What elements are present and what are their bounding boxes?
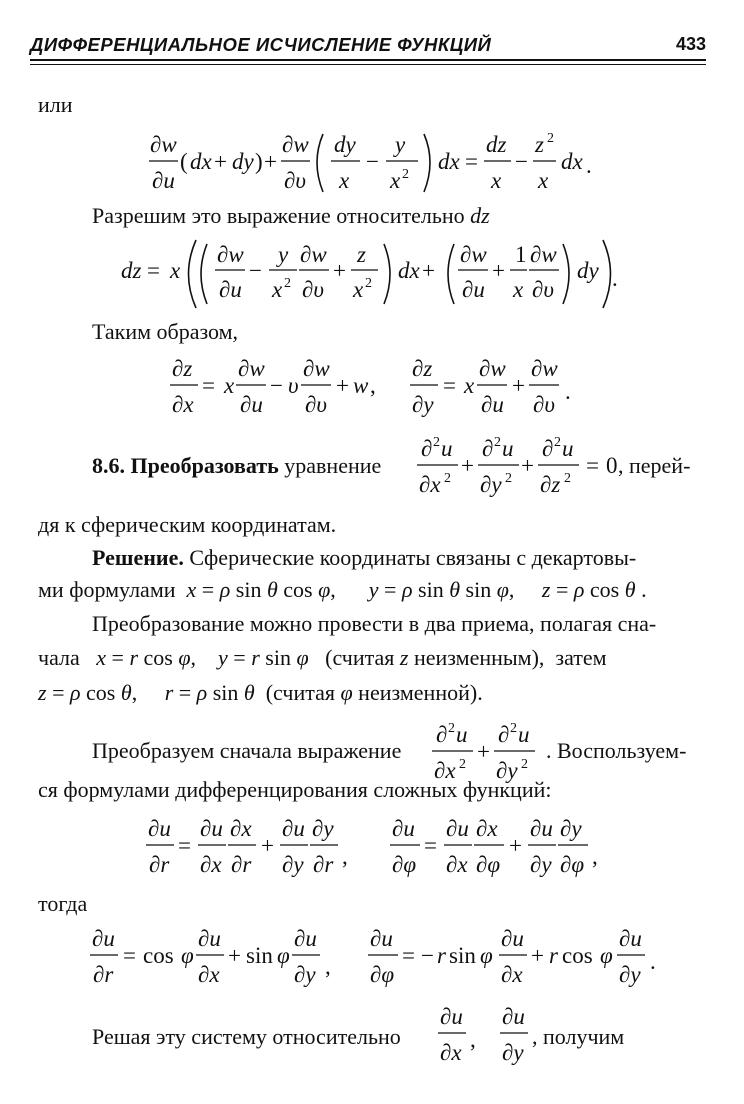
svg-text:x: x <box>339 168 350 193</box>
svg-text:+: + <box>461 453 474 478</box>
svg-text:∂y: ∂y <box>560 816 582 841</box>
svg-text:∂x: ∂x <box>198 962 220 987</box>
svg-text:∂w: ∂w <box>217 242 244 267</box>
svg-text:dz: dz <box>121 258 142 283</box>
svg-text:u: u <box>502 436 514 461</box>
svg-text:+: + <box>531 943 544 968</box>
solution-line1 <box>92 545 636 571</box>
solution-label: Решение. <box>92 545 184 570</box>
svg-text:φ: φ <box>277 943 290 968</box>
svg-text:∂y: ∂y <box>412 392 434 417</box>
equation-final-fractions <box>0 1000 744 1072</box>
svg-text:2: 2 <box>564 471 571 486</box>
svg-text:+: + <box>214 149 227 174</box>
svg-text:∂z: ∂z <box>412 356 433 381</box>
problem-verb: Преобразовать <box>130 453 279 478</box>
svg-text:∂u: ∂u <box>198 926 221 951</box>
svg-text:2: 2 <box>521 757 528 772</box>
page-number: 433 <box>675 34 706 54</box>
svg-text:∂u: ∂u <box>502 1004 525 1029</box>
formula-z-rho: z = ρ cos θ, r = ρ sin θ <box>38 680 255 705</box>
svg-text:=: = <box>178 833 191 858</box>
svg-text:=: = <box>443 373 456 398</box>
svg-text:∂x: ∂x <box>501 962 523 987</box>
svg-text:+: + <box>333 258 346 283</box>
use-line2: ся формулами дифференцирования сложных функций: <box>38 777 552 802</box>
svg-text:2: 2 <box>494 435 501 450</box>
svg-text:x: x <box>491 168 502 193</box>
cala-word: чала <box>38 645 80 670</box>
formula-y: y = ρ sin θ sin φ, <box>368 577 515 602</box>
resolve-text: Разрешим это выражение относительно <box>92 203 465 228</box>
svg-text:∂w: ∂w <box>303 356 330 381</box>
transform-line3 <box>38 680 483 706</box>
problem-text: уравнение <box>284 453 382 478</box>
solving-text: Решая эту систему относительно <box>92 1024 401 1049</box>
problem-tail: , перей- <box>618 453 691 478</box>
formula-z: z = ρ cos θ . <box>541 577 647 602</box>
svg-text:,: , <box>470 1027 476 1052</box>
svg-text:∂u: ∂u <box>501 926 524 951</box>
resolve-variable: dz <box>470 203 490 228</box>
svg-text:,: , <box>592 844 598 869</box>
svg-text:sin: sin <box>449 943 476 968</box>
svg-text:2: 2 <box>459 757 466 772</box>
then-text: тогда <box>38 891 88 916</box>
header-rule-thin <box>30 64 706 65</box>
formulas-prefix: ми формулами <box>38 577 176 602</box>
svg-text:2: 2 <box>510 721 517 736</box>
svg-text:∂: ∂ <box>436 722 448 747</box>
svg-text:∂u: ∂u <box>619 926 642 951</box>
svg-text:u: u <box>441 436 453 461</box>
svg-text:=: = <box>586 453 599 478</box>
unchanged-word: неизменным), <box>413 645 545 670</box>
svg-text:u: u <box>456 722 468 747</box>
svg-text:−: − <box>249 258 262 283</box>
svg-text:∂x: ∂x <box>172 392 194 417</box>
svg-text:−: − <box>421 943 434 968</box>
thus-text: Таким образом, <box>92 319 239 344</box>
svg-text:∂: ∂ <box>421 436 433 461</box>
svg-text:∂w: ∂w <box>530 242 557 267</box>
svg-text:∂y: ∂y <box>530 852 552 877</box>
svg-text:∂u: ∂u <box>148 816 171 841</box>
svg-text:∂z: ∂z <box>540 472 561 497</box>
svg-text:=: = <box>147 258 160 283</box>
svg-text:+: + <box>264 149 277 174</box>
svg-text:,: , <box>370 373 376 398</box>
svg-text:(: ( <box>180 149 188 174</box>
svg-text:2: 2 <box>554 435 561 450</box>
svg-text:x: x <box>224 373 235 398</box>
svg-text:2: 2 <box>365 276 372 291</box>
svg-text:dy: dy <box>232 149 254 174</box>
svg-text:x: x <box>513 277 524 302</box>
svg-text:+: + <box>512 373 525 398</box>
solution-line2 <box>38 577 647 603</box>
svg-text:∂u: ∂u <box>294 926 317 951</box>
svg-text:υ: υ <box>288 373 299 398</box>
svg-text:∂x: ∂x <box>446 852 468 877</box>
problem-number: 8.6. <box>92 453 125 478</box>
svg-text:+: + <box>422 258 435 283</box>
svg-text:x: x <box>170 258 181 283</box>
svg-text:∂y: ∂y <box>496 758 518 783</box>
svg-text:∂u: ∂u <box>240 392 263 417</box>
transform-line1: Преобразование можно провести в два приема, полагая сна- <box>92 611 657 636</box>
svg-text:2: 2 <box>284 276 291 291</box>
svg-text:φ: φ <box>600 943 613 968</box>
svg-text:∂y: ∂y <box>619 962 641 987</box>
svg-text:∂υ: ∂υ <box>533 392 555 417</box>
svg-text:−: − <box>366 149 379 174</box>
svg-text:x: x <box>464 373 475 398</box>
svg-text:∂u: ∂u <box>92 926 115 951</box>
svg-text:.: . <box>612 266 618 291</box>
svg-text:u: u <box>518 722 530 747</box>
svg-text:2: 2 <box>547 131 554 146</box>
svg-text:2: 2 <box>448 721 455 736</box>
svg-text:+: + <box>521 453 534 478</box>
svg-text:cos: cos <box>143 943 174 968</box>
equation-partials <box>0 352 744 424</box>
svg-text:dx: dx <box>190 149 212 174</box>
svg-text:−: − <box>270 373 283 398</box>
svg-text:∂w: ∂w <box>531 356 558 381</box>
svg-text:∂u: ∂u <box>152 168 175 193</box>
svg-text:x: x <box>538 168 549 193</box>
svg-text:φ: φ <box>480 943 493 968</box>
svg-text:=: = <box>402 943 415 968</box>
equation-dz <box>0 236 744 312</box>
svg-text:u: u <box>562 436 574 461</box>
svg-text:dx: dx <box>398 258 420 283</box>
svg-text:∂x: ∂x <box>230 816 252 841</box>
svg-text:∂υ: ∂υ <box>302 277 324 302</box>
problem-line2: дя к сферическим координатам. <box>38 512 337 537</box>
word-ili: или <box>38 92 73 117</box>
solution-text: Сферические координаты связаны с декартовы- <box>189 545 637 570</box>
svg-text:2: 2 <box>444 471 451 486</box>
resolve-sentence <box>92 203 490 229</box>
svg-text:.: . <box>650 949 656 974</box>
svg-text:cos: cos <box>562 943 593 968</box>
svg-text:∂y: ∂y <box>502 1040 524 1065</box>
considering-z: (считая <box>325 645 395 670</box>
svg-text:): ) <box>255 149 263 174</box>
chapter-title: ДИФФЕРЕНЦИАЛЬНОЕ ИСЧИСЛЕНИЕ ФУНКЦИЙ <box>30 34 492 55</box>
svg-text:.: . <box>586 153 592 178</box>
svg-text:∂υ: ∂υ <box>284 168 306 193</box>
svg-text:x: x <box>272 277 283 302</box>
svg-text:+: + <box>509 833 522 858</box>
svg-text:y: y <box>278 242 289 267</box>
svg-text:dx: dx <box>438 149 460 174</box>
svg-text:∂u: ∂u <box>481 392 504 417</box>
considering-phi: (считая <box>265 680 335 705</box>
svg-text:∂u: ∂u <box>392 816 415 841</box>
svg-text:dy: dy <box>577 258 599 283</box>
svg-text:∂x: ∂x <box>200 852 222 877</box>
svg-text:∂y: ∂y <box>294 962 316 987</box>
svg-text:∂υ: ∂υ <box>532 277 554 302</box>
svg-text:∂x: ∂x <box>476 816 498 841</box>
svg-text:∂x: ∂x <box>419 472 441 497</box>
svg-text:x: x <box>353 277 364 302</box>
svg-text:dz: dz <box>486 132 507 157</box>
equation-derivatives <box>0 922 744 994</box>
svg-text:∂u: ∂u <box>440 1004 463 1029</box>
svg-text:φ: φ <box>181 943 194 968</box>
z-variable: z <box>399 645 409 670</box>
svg-text:∂y: ∂y <box>480 472 502 497</box>
svg-text:2: 2 <box>402 167 409 182</box>
svg-text:∂w: ∂w <box>460 242 487 267</box>
svg-text:∂w: ∂w <box>238 356 265 381</box>
svg-text:∂u: ∂u <box>446 816 469 841</box>
svg-text:∂r: ∂r <box>93 962 114 987</box>
svg-text:2: 2 <box>433 435 440 450</box>
svg-text:∂u: ∂u <box>282 816 305 841</box>
svg-text:∂u: ∂u <box>200 816 223 841</box>
svg-text:∂r: ∂r <box>313 852 334 877</box>
svg-text:x: x <box>390 168 401 193</box>
svg-text:,: , <box>342 844 348 869</box>
svg-text:w: w <box>353 373 369 398</box>
svg-text:2: 2 <box>505 471 512 486</box>
svg-text:∂φ: ∂φ <box>476 852 501 877</box>
svg-text:+: + <box>261 833 274 858</box>
svg-text:∂: ∂ <box>482 436 494 461</box>
svg-text:z: z <box>357 242 366 267</box>
svg-text:+: + <box>228 943 241 968</box>
running-header <box>30 26 706 60</box>
svg-text:∂w: ∂w <box>479 356 506 381</box>
use-tail: . Воспользуем- <box>546 738 687 763</box>
svg-text:−: − <box>515 149 528 174</box>
svg-text:=: = <box>424 833 437 858</box>
svg-text:∂: ∂ <box>542 436 554 461</box>
svg-text:∂w: ∂w <box>282 132 309 157</box>
svg-text:∂u: ∂u <box>219 277 242 302</box>
svg-text:+: + <box>477 739 490 764</box>
svg-text:,: , <box>325 954 331 979</box>
svg-text:∂r: ∂r <box>231 852 252 877</box>
svg-text:∂: ∂ <box>498 722 510 747</box>
svg-text:1: 1 <box>515 242 527 267</box>
svg-text:∂z: ∂z <box>172 356 193 381</box>
svg-text:∂x: ∂x <box>440 1040 462 1065</box>
svg-text:dx: dx <box>561 149 583 174</box>
phi-variable: φ <box>340 680 353 705</box>
equation-differential <box>0 128 744 200</box>
svg-text:∂u: ∂u <box>462 277 485 302</box>
svg-text:dy: dy <box>334 132 356 157</box>
svg-text:∂φ: ∂φ <box>392 852 417 877</box>
svg-text:∂u: ∂u <box>370 926 393 951</box>
we-get-text: , получим <box>532 1024 625 1049</box>
svg-text:∂w: ∂w <box>150 132 177 157</box>
svg-text:r: r <box>437 943 446 968</box>
svg-text:sin: sin <box>246 943 273 968</box>
svg-text:+: + <box>336 373 349 398</box>
svg-text:∂y: ∂y <box>312 816 334 841</box>
svg-text:=: = <box>465 149 478 174</box>
formula-x-polar: x = r cos φ, y = r sin φ <box>96 645 309 670</box>
unchanged-f-word: неизменной). <box>358 680 483 705</box>
svg-text:r: r <box>549 943 558 968</box>
svg-text:+: + <box>492 258 505 283</box>
transform-first-text: Преобразуем сначала выражение <box>92 738 402 763</box>
svg-text:∂w: ∂w <box>300 242 327 267</box>
svg-text:y: y <box>395 132 406 157</box>
svg-text:.: . <box>565 379 571 404</box>
svg-text:∂x: ∂x <box>434 758 456 783</box>
svg-text:∂φ: ∂φ <box>560 852 585 877</box>
transform-line2 <box>38 645 607 671</box>
svg-text:0: 0 <box>606 453 618 478</box>
formula-x: x = ρ sin θ cos φ, <box>186 577 336 602</box>
svg-text:∂φ: ∂φ <box>370 962 395 987</box>
svg-text:z: z <box>535 132 544 157</box>
equation-chain-rule <box>0 812 744 884</box>
svg-text:∂r: ∂r <box>149 852 170 877</box>
svg-text:∂u: ∂u <box>530 816 553 841</box>
then-word: затем <box>555 645 607 670</box>
header-rule <box>30 59 706 61</box>
svg-text:=: = <box>202 373 215 398</box>
svg-text:∂y: ∂y <box>282 852 304 877</box>
svg-text:=: = <box>123 943 136 968</box>
svg-text:∂υ: ∂υ <box>305 392 327 417</box>
